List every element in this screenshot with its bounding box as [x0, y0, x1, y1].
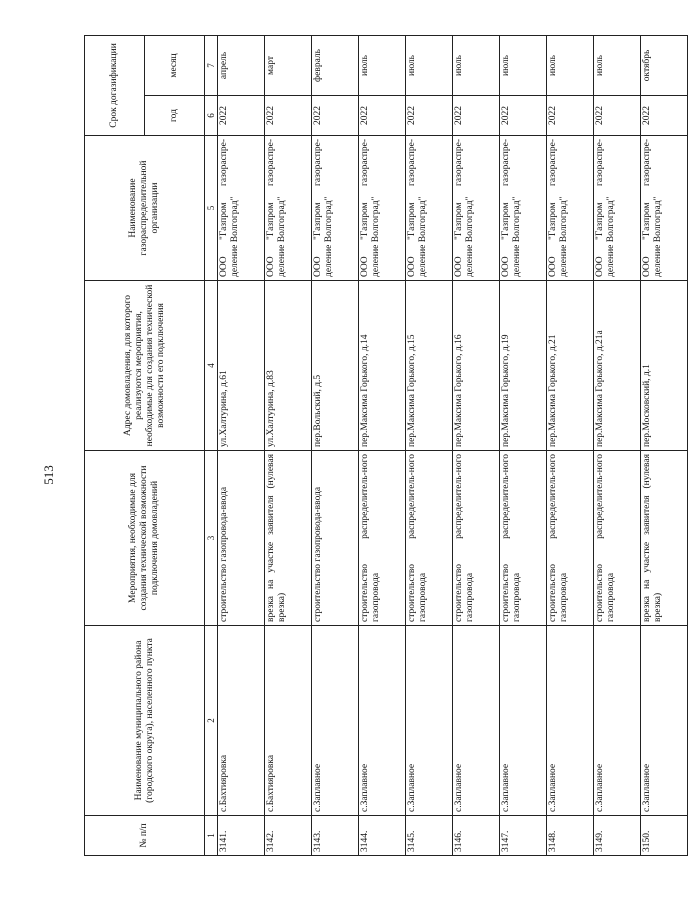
table-row: [641, 35, 688, 855]
header-address: Адрес домовладения, для которого реализуются мероприятия, необходимые для создания технической возможности его подключения: [85, 281, 205, 451]
row-year: 2022: [359, 96, 406, 136]
row-place: с.Заплавное: [500, 626, 547, 816]
row-month: апрель: [218, 35, 265, 95]
row-address: пер.Вольский, д.5: [312, 281, 359, 451]
row-action: врезка на участке заявителя (нулевая врезка): [641, 451, 688, 626]
column-number: 2: [205, 626, 218, 816]
row-number: 3142.: [265, 816, 312, 856]
row-address: пер.Московский, д.1: [641, 281, 688, 451]
row-month: февраль: [312, 35, 359, 95]
row-year: 2022: [312, 96, 359, 136]
row-year: 2022: [453, 96, 500, 136]
table-row: [359, 35, 406, 855]
row-org: ООО "Газпром газораспре-деление Волгоград": [500, 136, 547, 281]
row-org: ООО "Газпром газораспре-деление Волгоград": [547, 136, 594, 281]
row-year: 2022: [500, 96, 547, 136]
row-year: 2022: [265, 96, 312, 136]
row-place: с.Заплавное: [453, 626, 500, 816]
row-org: ООО "Газпром газораспре-деление Волгоград": [218, 136, 265, 281]
row-number: 3148.: [547, 816, 594, 856]
column-number: 6: [205, 96, 218, 136]
row-action: строительство распределитель-ного газопровода: [547, 451, 594, 626]
row-year: 2022: [594, 96, 641, 136]
column-number: 7: [205, 35, 218, 95]
row-year: 2022: [547, 96, 594, 136]
row-place: с.Заплавное: [641, 626, 688, 816]
header-month: месяц: [145, 35, 205, 95]
header-term: Срок догазификации: [85, 35, 145, 135]
row-address: ул.Халтурина, д.61: [218, 281, 265, 451]
row-month: июль: [500, 35, 547, 95]
row-place: с.Заплавное: [312, 626, 359, 816]
row-action: строительство распределитель-ного газопровода: [594, 451, 641, 626]
header-year: год: [145, 96, 205, 136]
row-month: июль: [359, 35, 406, 95]
row-number: 3150.: [641, 816, 688, 856]
row-org: ООО "Газпром газораспре-деление Волгоград": [453, 136, 500, 281]
row-place: с.Бахтияровка: [265, 626, 312, 816]
column-number: 1: [205, 816, 218, 856]
row-number: 3144.: [359, 816, 406, 856]
gasification-table: [84, 35, 688, 856]
row-month: июль: [406, 35, 453, 95]
row-org: ООО "Газпром газораспре-деление Волгоград": [359, 136, 406, 281]
row-action: строительство распределитель-ного газопровода: [406, 451, 453, 626]
table-row: [500, 35, 547, 855]
row-month: июль: [547, 35, 594, 95]
row-number: 3143.: [312, 816, 359, 856]
row-action: строительство газопровода-ввода: [218, 451, 265, 626]
rotated-table-wrapper: [84, 36, 663, 856]
row-action: строительство распределитель-ного газопровода: [453, 451, 500, 626]
table-row: [547, 35, 594, 855]
row-month: март: [265, 35, 312, 95]
table-body: [205, 35, 688, 855]
row-month: октябрь: [641, 35, 688, 95]
row-year: 2022: [641, 96, 688, 136]
table-row: [312, 35, 359, 855]
column-number: 4: [205, 281, 218, 451]
row-place: с.Бахтияровка: [218, 626, 265, 816]
row-place: с.Заплавное: [359, 626, 406, 816]
header-num: № п/п: [85, 816, 205, 856]
table-row: [265, 35, 312, 855]
header-action: Мероприятия, необходимые для создания технической возможности подключения домовладений: [85, 451, 205, 626]
row-org: ООО "Газпром газораспре-деление Волгоград": [594, 136, 641, 281]
table-row: [594, 35, 641, 855]
row-address: пер.Максима Горького, д.19: [500, 281, 547, 451]
row-address: пер.Максима Горького, д.21а: [594, 281, 641, 451]
header-org: Наименование газораспределительной организации: [85, 136, 205, 281]
row-month: июль: [453, 35, 500, 95]
table-row: [406, 35, 453, 855]
row-address: ул.Халтурина, д.83: [265, 281, 312, 451]
row-number: 3141.: [218, 816, 265, 856]
row-action: строительство распределитель-ного газопровода: [500, 451, 547, 626]
row-place: с.Заплавное: [406, 626, 453, 816]
row-month: июль: [594, 35, 641, 95]
row-action: строительство распределитель-ного газопровода: [359, 451, 406, 626]
row-address: пер.Максима Горького, д.16: [453, 281, 500, 451]
row-year: 2022: [218, 96, 265, 136]
row-number: 3147.: [500, 816, 547, 856]
row-org: ООО "Газпром газораспре-деление Волгоград": [641, 136, 688, 281]
row-address: пер.Максима Горького, д.21: [547, 281, 594, 451]
row-place: с.Заплавное: [594, 626, 641, 816]
column-number: 3: [205, 451, 218, 626]
row-org: ООО "Газпром газораспре-деление Волгоград": [265, 136, 312, 281]
row-action: строительство газопровода-ввода: [312, 451, 359, 626]
row-address: пер.Максима Горького, д.14: [359, 281, 406, 451]
row-org: ООО "Газпром газораспре-деление Волгоград": [406, 136, 453, 281]
column-number-row: [205, 35, 218, 855]
header-place: Наименование муниципального района (городского округа), населенного пункта: [85, 626, 205, 816]
column-number: 5: [205, 136, 218, 281]
row-place: с.Заплавное: [547, 626, 594, 816]
row-address: пер.Максима Горького, д.15: [406, 281, 453, 451]
row-year: 2022: [406, 96, 453, 136]
row-action: врезка на участке заявителя (нулевая врезка): [265, 451, 312, 626]
row-number: 3146.: [453, 816, 500, 856]
row-number: 3145.: [406, 816, 453, 856]
table-row: [218, 35, 265, 855]
table-row: [453, 35, 500, 855]
row-number: 3149.: [594, 816, 641, 856]
row-org: ООО "Газпром газораспре-деление Волгоград": [312, 136, 359, 281]
page-number: 513: [41, 465, 56, 485]
